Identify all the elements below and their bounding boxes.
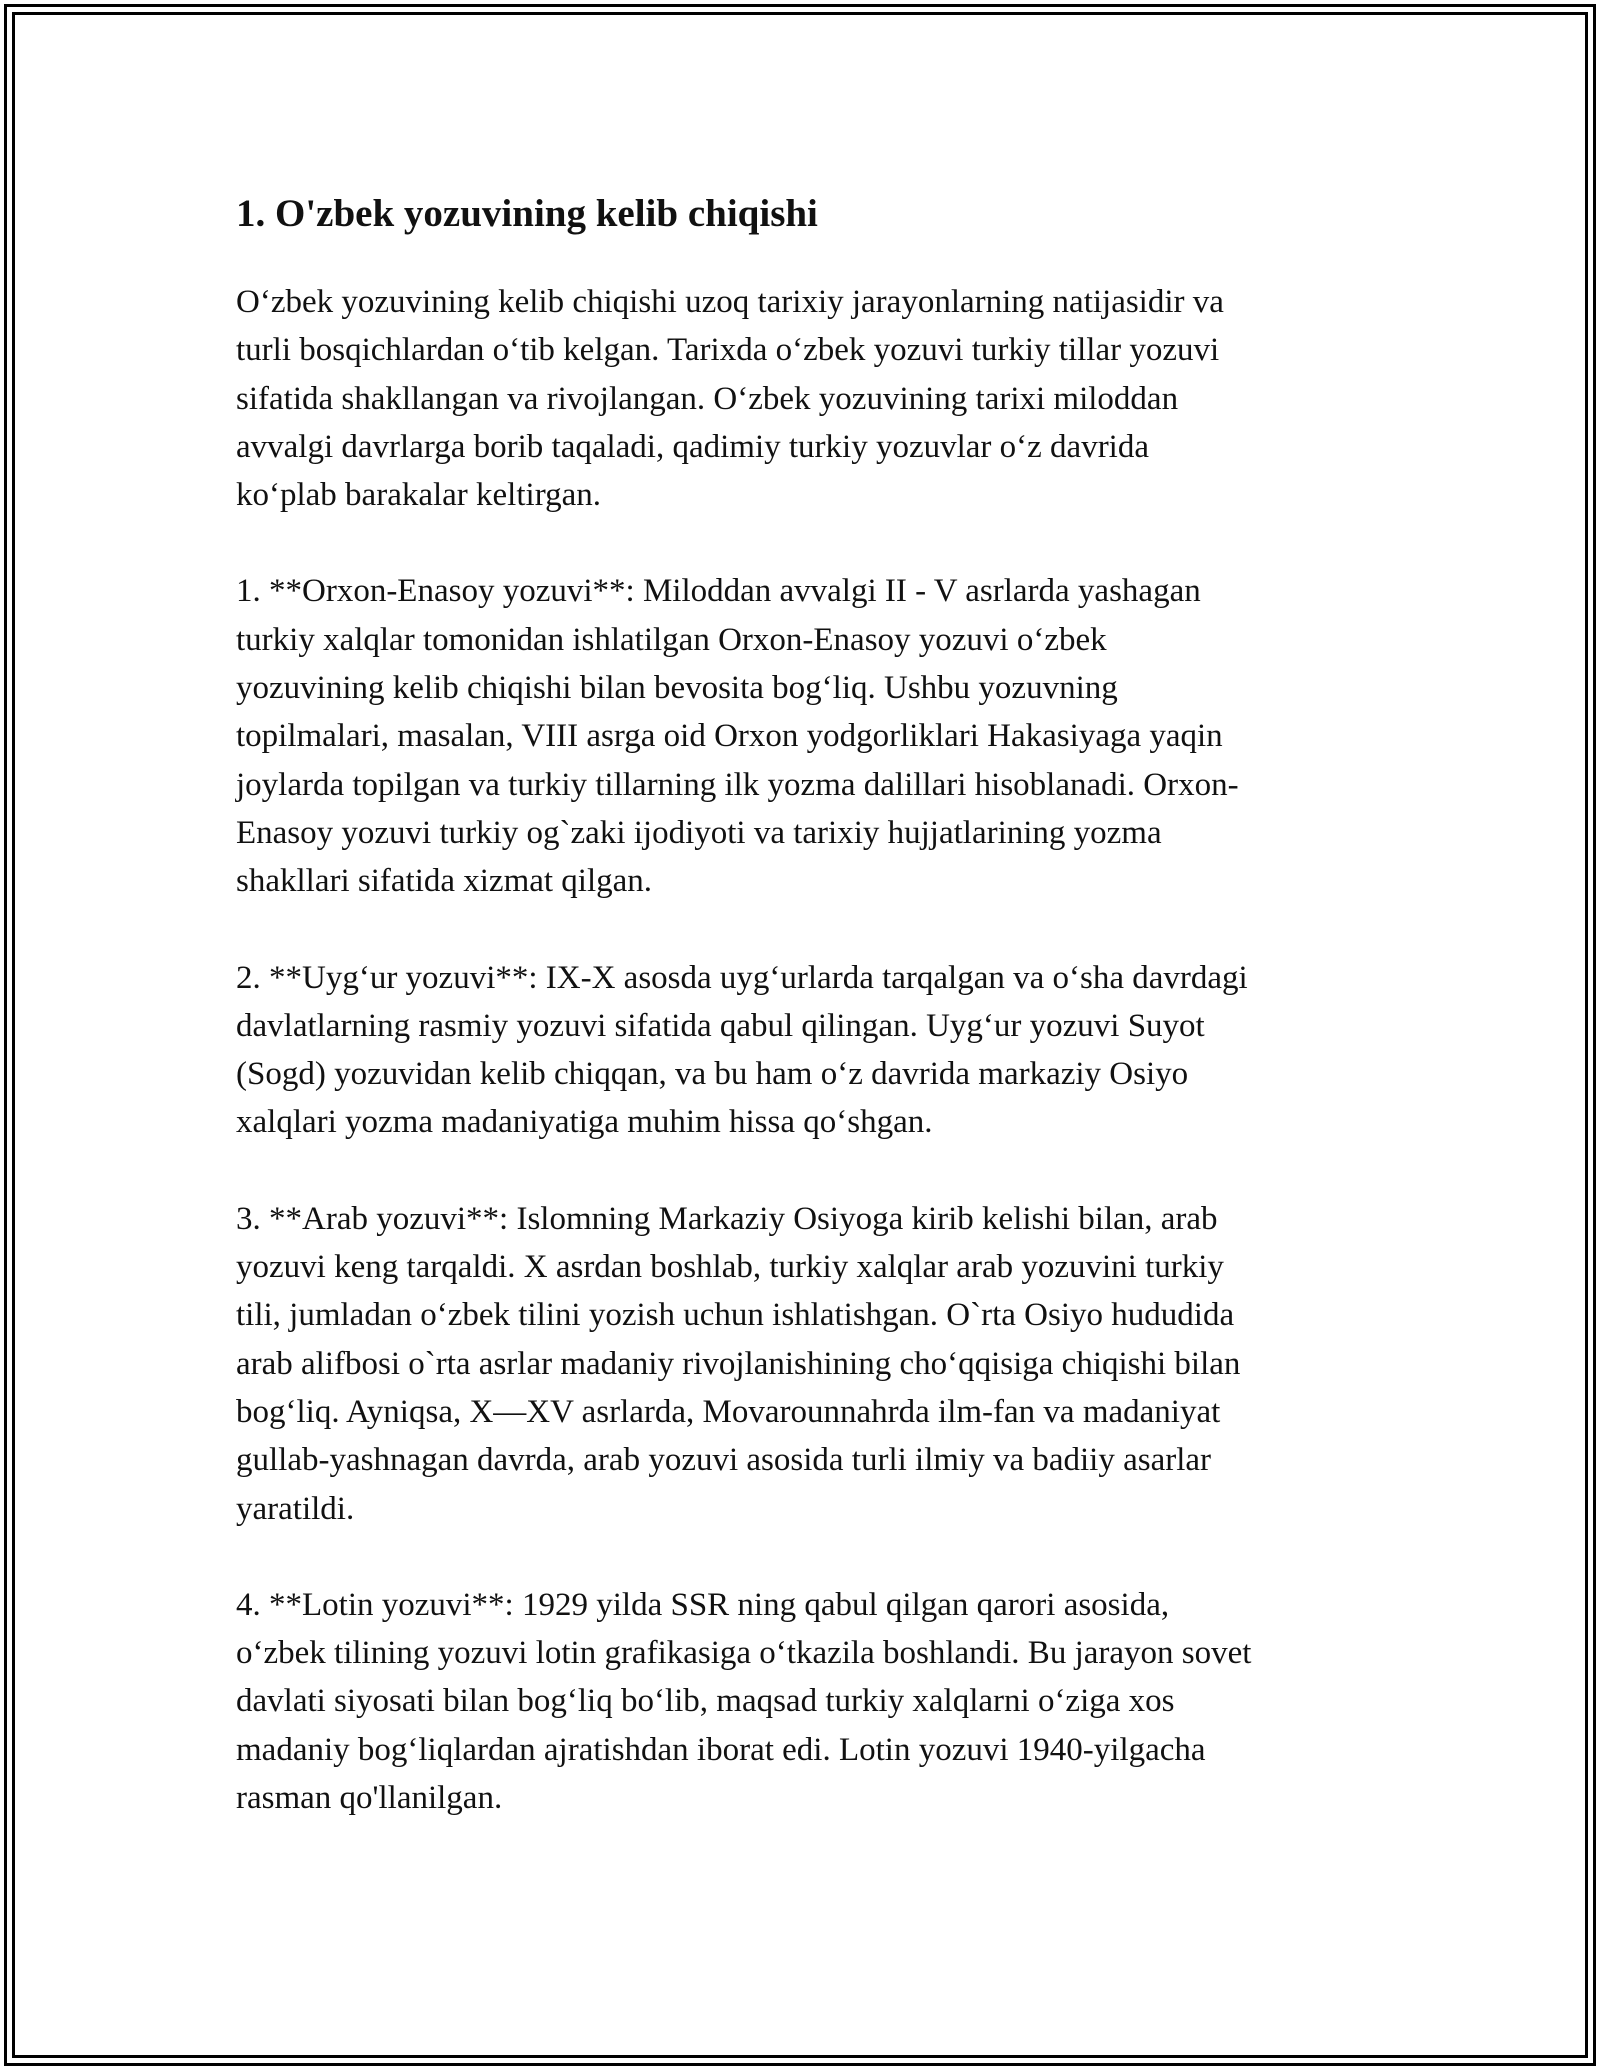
document-title: 1. O'zbek yozuvining kelib chiqishi [236, 192, 818, 235]
paragraph-orxon-enasoy: 1. **Orxon-Enasoy yozuvi**: Miloddan avvalgi II - V asrlarda yashagan turkiy xalqlar tomonidan ishlatilgan Orxon-Enasoy yozuvi o‘zbek yozuvining kelib chiqishi bilan bevosita bog‘liq. Ushbu yozuvning topilmalari, masalan, VIII asrga oid Orxon yodgorliklari Hakasiyaga yaqin joylarda topilgan va turkiy tillarning ilk yozma dalillari hisoblanadi. Orxon- Enasoy yozuvi turkiy og`zaki ijodiyoti va tarixiy hujjatlarining yozma shakllari sifatida xizmat qilgan. [236, 573, 1239, 900]
intro-paragraph: O‘zbek yozuvining kelib chiqishi uzoq tarixiy jarayonlarning natijasidir va turli bosqichlardan o‘tib kelgan. Tarixda o‘zbek yozuvi turkiy tillar yozuvi sifatida shakllangan va rivojlangan. O‘zbek yozuvining tarixi miloddan avvalgi davrlarga borib taqaladi, qadimiy turkiy yozuvlar o‘z davrida ko‘plab barakalar keltirgan. [236, 284, 1224, 514]
paragraph-uygur: 2. **Uyg‘ur yozuvi**: IX-X asosda uyg‘urlarda tarqalgan va o‘sha davrdagi davlatlarning rasmiy yozuvi sifatida qabul qilingan. Uyg‘ur yozuvi Suyot (Sogd) yozuvidan kelib chiqqan, va bu ham o‘z davrida markaziy Osiyo xalqlari yozma madaniyatiga muhim hissa qo‘shgan. [236, 959, 1248, 1141]
paragraph-arab: 3. **Arab yozuvi**: Islomning Markaziy Osiyoga kirib kelishi bilan, arab yozuvi keng tarqaldi. X asrdan boshlab, turkiy xalqlar arab yozuvini turkiy tili, jumladan o‘zbek tilini yozish uchun ishlatishgan. O`rta Osiyo hududida arab alifbosi o`rta asrlar madaniy rivojlanishining cho‘qqisiga chiqishi bilan bog‘liq. Ayniqsa, X—XV asrlarda, Movarounnahrda ilm-fan va madaniyat gullab-yashnagan davrda, arab yozuvi asosida turli ilmiy va badiiy asarlar yaratildi. [236, 1200, 1241, 1527]
paragraph-lotin: 4. **Lotin yozuvi**: 1929 yilda SSR ning qabul qilgan qarori asosida, o‘zbek tilining yozuvi lotin grafikasiga o‘tkazila boshlandi. Bu jarayon sovet davlati siyosati bilan bog‘liq bo‘lib, maqsad turkiy xalqlarni o‘ziga xos madaniy bog‘liqlardan ajratishdan iborat edi. Lotin yozuvi 1940-yilgacha rasman qo'llanilgan. [236, 1586, 1252, 1817]
document-body [236, 186, 1376, 1870]
